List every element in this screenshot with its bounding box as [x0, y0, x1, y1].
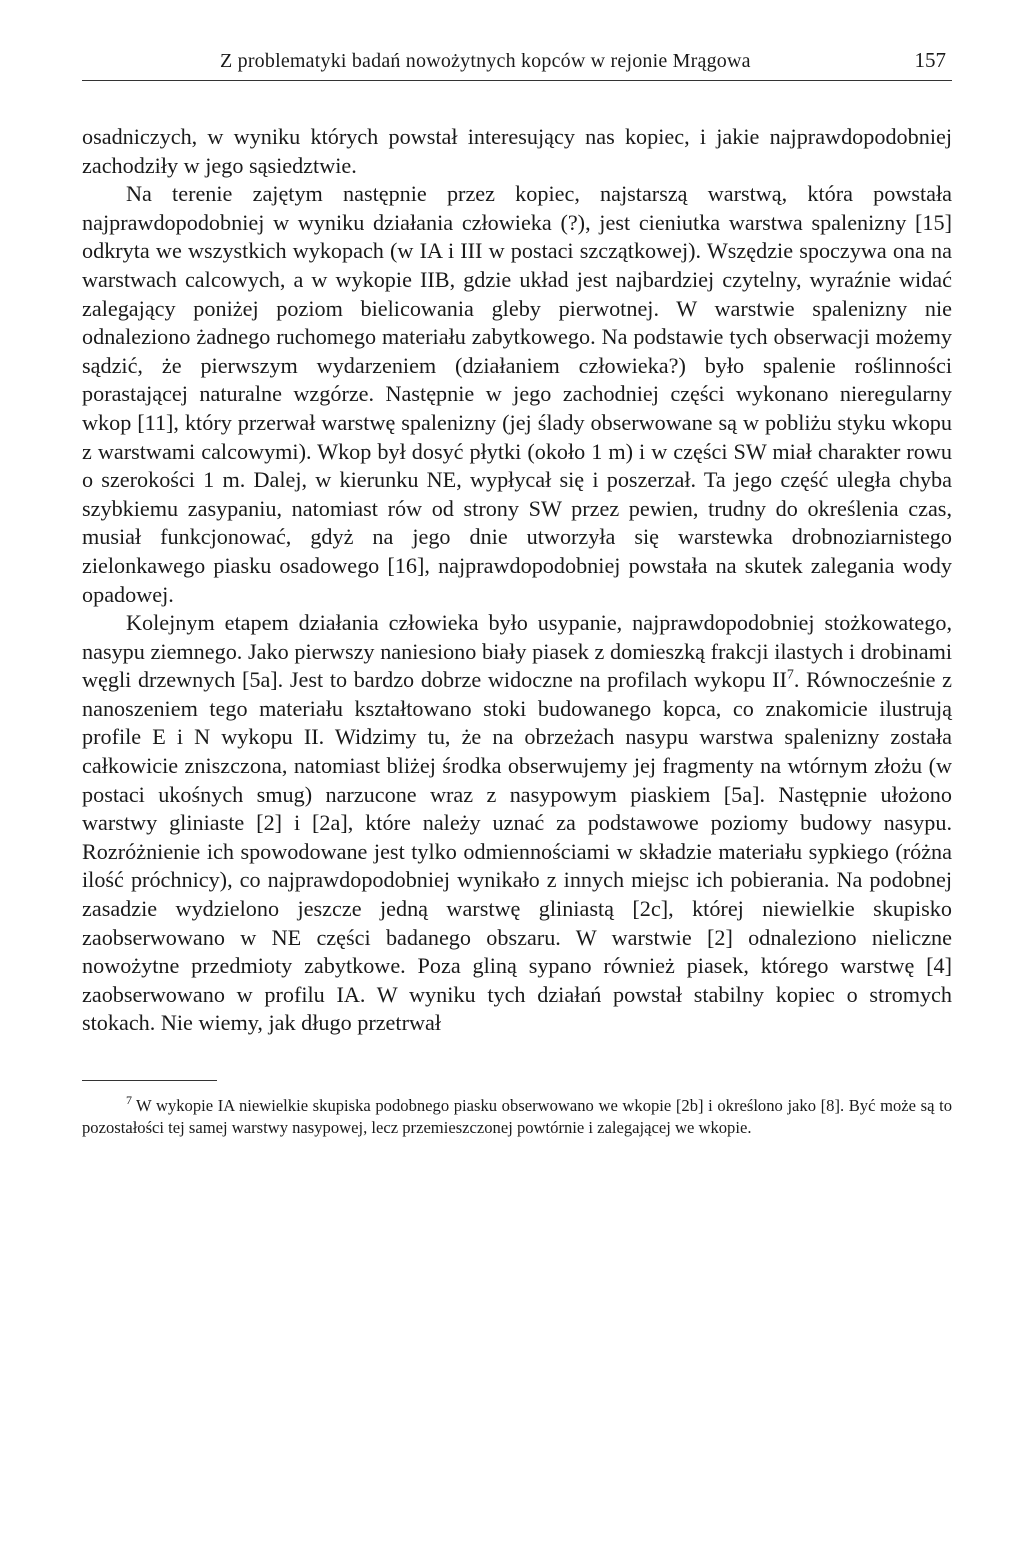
footnote-text: W wykopie IA niewielkie skupiska podobnego piasku obserwowano we wkopie [2b] i określono jako [8]. Być może są to pozostałości tej samej warstwy nasypowej, lecz przemieszczonej powtórnie i zalegającej we wkopie. — [82, 1096, 952, 1137]
document-page — [82, 40, 952, 1139]
footnote-mark: 7 — [126, 1093, 132, 1108]
running-title: Z problematyki badań nowożytnych kopców w rejonie Mrągowa — [220, 50, 751, 72]
paragraph: Na terenie zajętym następnie przez kopiec, najstarszą warstwą, która powstała najprawdopodobniej w wyniku działania człowieka (?), jest cieniutka warstwa spalenizny [15] odkryta we wszystkich wykopach (w IA i III w postaci szczątkowej). Wszędzie spoczywa ona na warstwach calcowych, a w wykopie IIB, gdzie układ jest najbardziej czytelny, wyraźnie widać zalegający poniżej poziom bielicowania gleby pierwotnej. W warstwie spalenizny nie odnaleziono żadnego ruchomego materiału zabytkowego. Na podstawie tych obserwacji możemy sądzić, że pierwszym wydarzeniem (działaniem człowieka?) było spalenie roślinności porastającej naturalne wzgórze. Następnie w jego zachodniej części wykonano nieregularny wkop [11], który przerwał warstwę spalenizny (jej ślady obserwowane są w pobliżu styku wkopu z warstwami calcowymi). Wkop był dosyć płytki (około 1 m) i w części SW miał charakter rowu o szerokości 1 m. Dalej, w kierunku NE, wypłycał się i poszerzał. Ta jego część uległa chyba szybkiemu zasypaniu, natomiast rów od strony SW przez pewien, trudny do określenia czas, musiał funkcjonować, gdyż na jego dnie utworzyła się warstewka drobnoziarnistego zielonkawego piasku osadowego [16], najprawdopodobniej powstała na skutek zalegania wody opadowej. — [82, 181, 952, 607]
paragraph: osadniczych, w wyniku których powstał interesujący nas kopiec, i jakie najprawdopodobniej zachodziły w jego sąsiedztwie. — [82, 124, 952, 178]
body-text — [82, 123, 952, 1038]
footnote — [82, 1095, 952, 1139]
paragraph — [82, 609, 952, 1038]
footnote-reference: 7 — [786, 667, 794, 683]
paragraph-text: Kolejnym etapem działania człowieka było usypanie, najprawdopodobniej stożkowatego, nasypu ziemnego. Jako pierwszy naniesiono biały piasek z domieszką frakcji ilastych i drobinami węgli drzewnych [5a]. Jest to bardzo dobrze widoczne na profilach wykopu II — [82, 610, 952, 693]
footnote-separator — [82, 1080, 217, 1081]
page-number: 157 — [914, 48, 946, 72]
running-header — [82, 40, 952, 81]
paragraph-text: . Równocześnie z nanoszeniem tego materiału kształtowano stoki budowanego kopca, co znakomicie ilustrują profile E i N wykopu II. Widzimy tu, że na obrzeżach nasypu warstwa spalenizny została całkowicie zniszczona, natomiast bliżej środka obserwujemy jej fragmenty na wtórnym złożu (w postaci ukośnych smug) narzucone wraz z nasypowym piaskiem [5a]. Następnie ułożono warstwy gliniaste [2] i [2a], które należy uznać za podstawowe poziomy budowy nasypu. Rozróżnienie ich spowodowane jest tylko odmiennościami w składzie materiału sypkiego (różna ilość próchnicy), co najprawdopodobniej wynikało z innych miejsc ich pobierania. Na podobnej zasadzie wydzielono jeszcze jedną warstwę gliniastą [2c], której niewielkie skupisko zaobserwowano w NE części badanego obszaru. W warstwie [2] odnaleziono nieliczne nowożytne przedmioty zabytkowe. Poza gliną sypano również piasek, którego warstwę [4] zaobserwowano w profilu IA. W wyniku tych działań powstał stabilny kopiec o stromych stokach. Nie wiemy, jak długo przetrwał — [82, 667, 952, 1036]
